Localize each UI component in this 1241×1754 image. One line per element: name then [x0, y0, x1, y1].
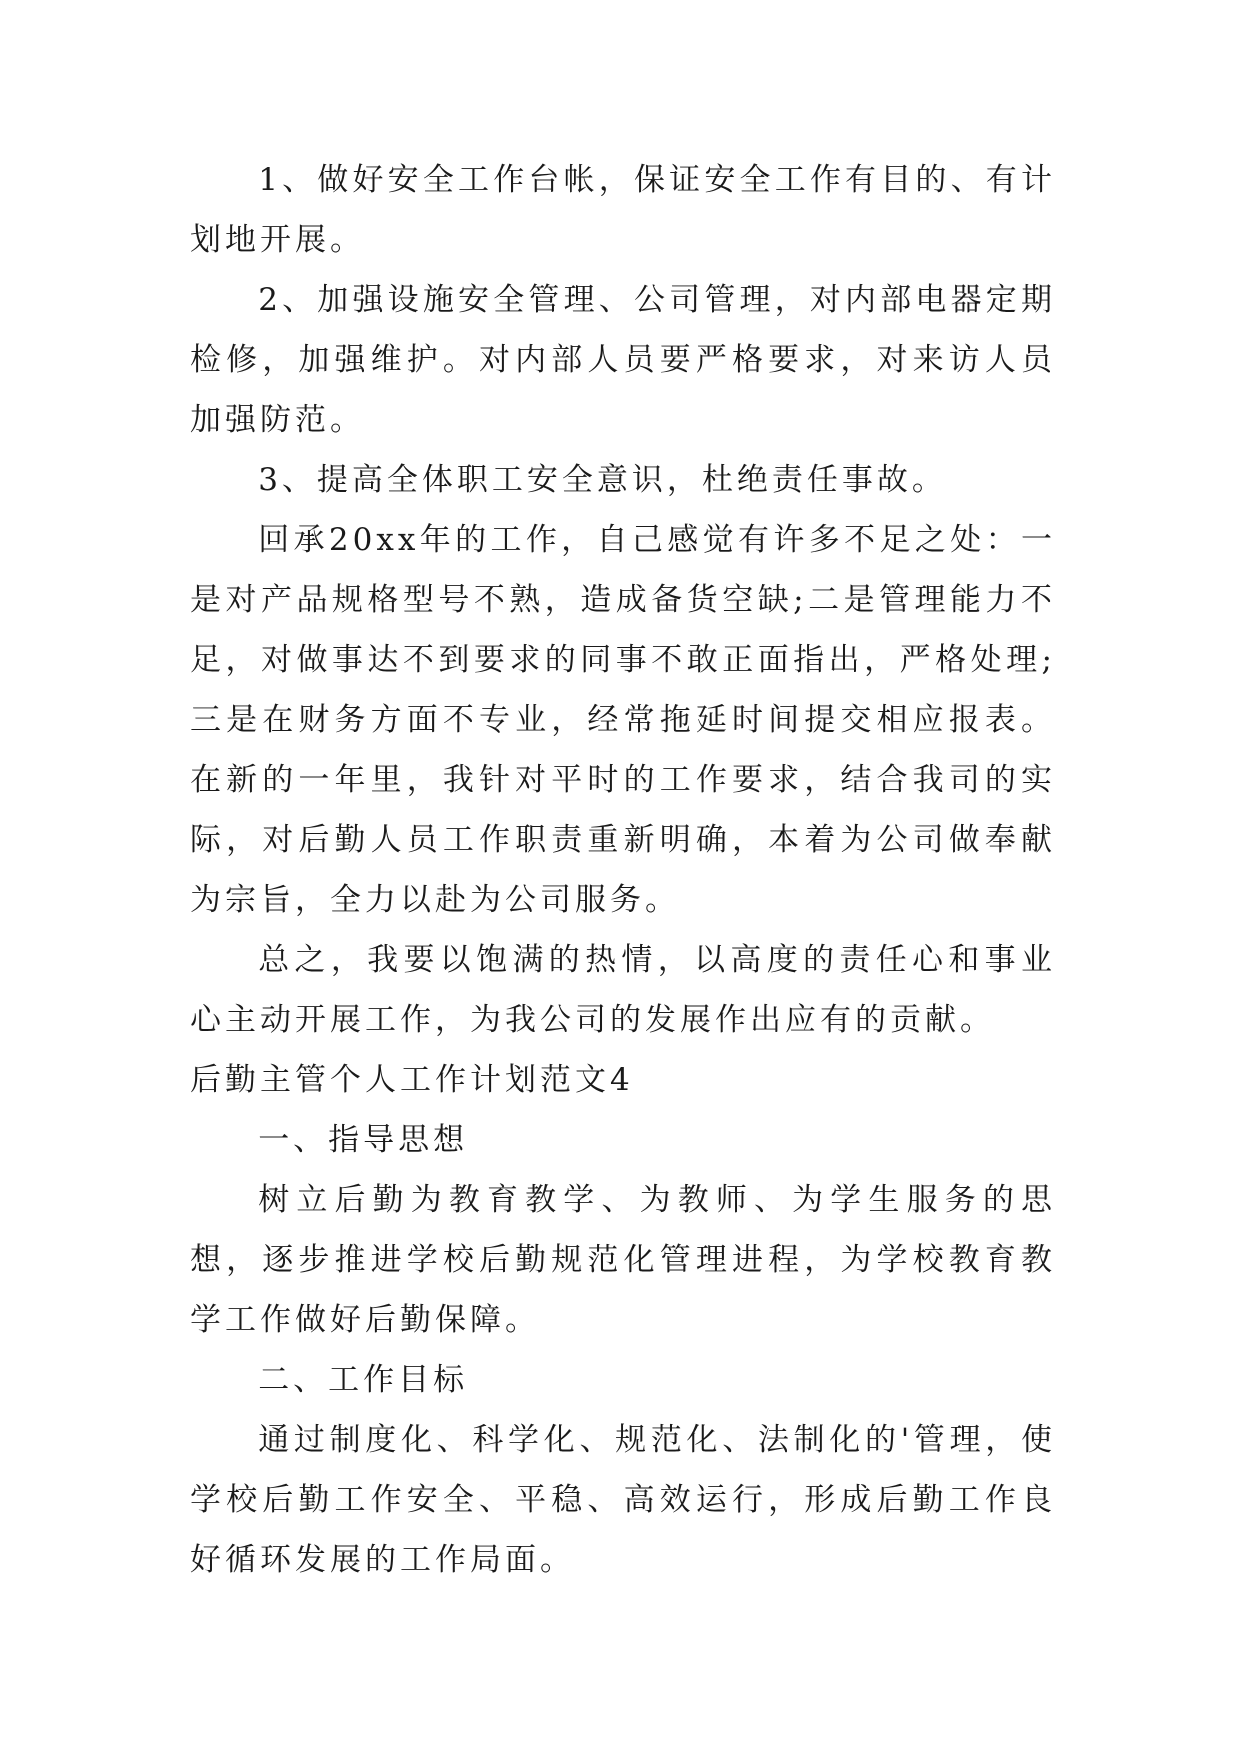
paragraph-item-1: 1、做好安全工作台帐，保证安全工作有目的、有计划地开展。 [190, 162, 1056, 258]
paragraph-item-3: 3、提高全体职工安全意识，杜绝责任事故。 [258, 462, 947, 498]
section-title: 后勤主管个人工作计划范文4 [190, 1062, 634, 1098]
subheading-guiding-thought: 一、指导思想 [258, 1122, 469, 1158]
paragraph-item-2: 2、加强设施安全管理、公司管理，对内部电器定期检修，加强维护。对内部人员要严格要求，对来访人员加强防范。 [190, 282, 1056, 438]
paragraph-work-goals: 通过制度化、科学化、规范化、法制化的'管理，使学校后勤工作安全、平稳、高效运行，形成后勤工作良好循环发展的工作局面。 [190, 1422, 1056, 1578]
paragraph-conclusion: 总之，我要以饱满的热情，以高度的责任心和事业心主动开展工作，为我公司的发展作出应有的贡献。 [190, 942, 1056, 1038]
document-page [190, 150, 1056, 1590]
paragraph-summary: 回承20xx年的工作，自己感觉有许多不足之处：一是对产品规格型号不熟，造成备货空缺;二是管理能力不足，对做事达不到要求的同事不敢正面指出，严格处理;三是在财务方面不专业，经常拖延时间提交相应报表。在新的一年里，我针对平时的工作要求，结合我司的实际，对后勤人员工作职责重新明确，本着为公司做奉献为宗旨，全力以赴为公司服务。 [190, 522, 1056, 918]
paragraph-guiding-thought: 树立后勤为教育教学、为教师、为学生服务的思想，逐步推进学校后勤规范化管理进程，为学校教育教学工作做好后勤保障。 [190, 1182, 1056, 1338]
subheading-work-goals: 二、工作目标 [258, 1362, 469, 1398]
